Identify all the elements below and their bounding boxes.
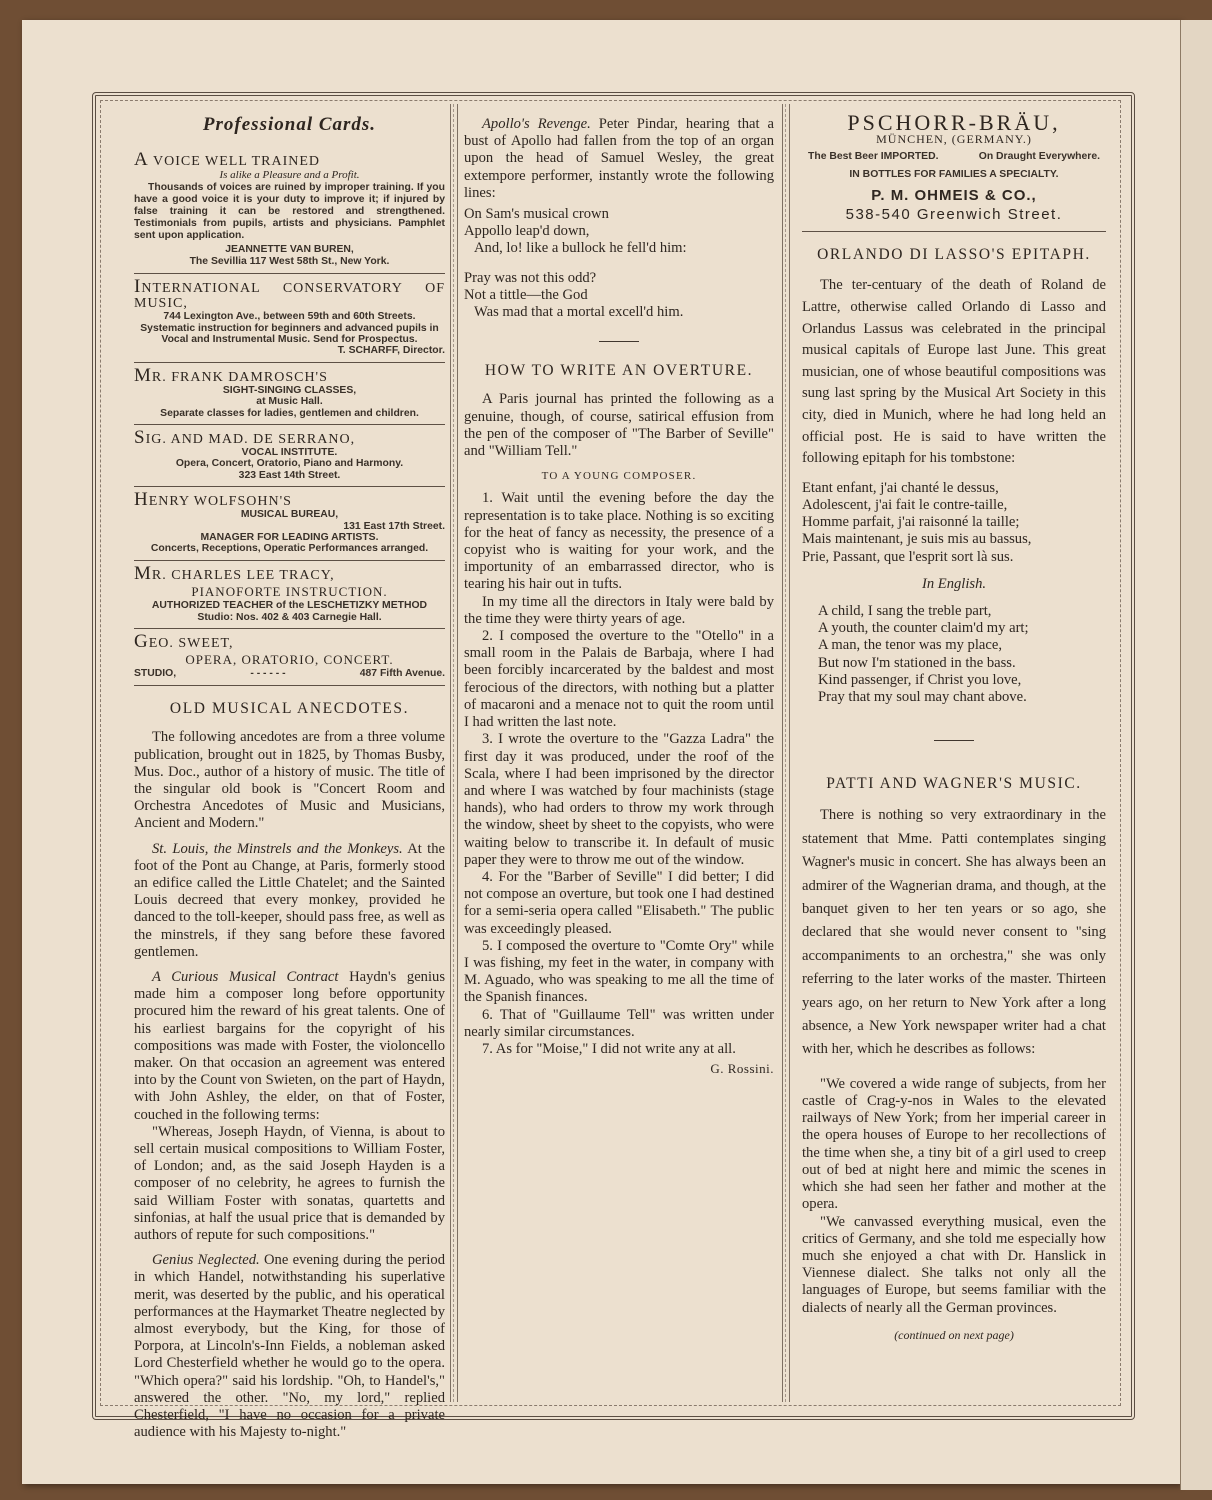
overture-subhead: TO A YOUNG COMPOSER. xyxy=(541,470,697,483)
patti-quote: "We canvassed everything musical, even the critics of Germany, and she told me especially how much she enjoyed a chat with Dr. Hanslick in Viennese dialect. She talks not only all the languages of Europe, but seems familiar with the dialects of nearly all the German provinces. xyxy=(802,1213,1106,1316)
advert-title: PSCHORR-BRÄU, xyxy=(847,110,1061,135)
card-studio-line: STUDIO, - - - - - - 487 Fifth Avenue. xyxy=(134,668,445,680)
overture-item: 2. I composed the overture to the "Otello" in a small room in the Palais de Barbaja, where I had been forcibly incarcerated by the baldest and most ferocious of the directors, with nothing but a platter of macaroni and a menace not to quit the room until I had written the last note. xyxy=(464,628,774,731)
lasso-english-verse: A child, I sang the treble part, A youth, the counter claim'd my art; A man, the tenor was my place, But now I'm stationed in the bass. Kind passenger, if Christ you love, Pray that my soul may chant above. xyxy=(818,602,1029,705)
overture-signature: G. Rossini. xyxy=(710,1061,774,1077)
page-edge xyxy=(1180,20,1212,1490)
column-right xyxy=(802,108,1106,1400)
card-wolfsohn: HENRY WOLFSOHN'S MUSICAL BUREAU, 131 East 17th Street. MANAGER FOR LEADING ARTISTS. Concerts, Receptions, Operatic Performances arranged. xyxy=(134,487,445,561)
section-divider xyxy=(934,740,974,741)
anecdote-apollo: Apollo's Revenge. Peter Pindar, hearing that a bust of Apollo had fallen from the top of an organ upon the head of Samuel Wesley, the great extempore performer, instantly wrote the following lines: xyxy=(464,116,775,201)
anecdote-contract-quote: "Whereas, Joseph Haydn, of Vienna, is about to sell certain musical compositions to William Foster, of London; and, as the said Joseph Hayden is a composer of no celebrity, he agrees to furnish the said William Foster with sonatas, quartetts and sinfonias, at half the usual price that is demanded by authors of repute for such compositions." xyxy=(134,1123,445,1243)
lasso-english-head: In English. xyxy=(921,575,987,592)
anecdotes-title: OLD MUSICAL ANECDOTES. xyxy=(169,700,410,718)
anecdote-contract: A Curious Musical Contract Haydn's genius made him a composer long before opportunity procured him the reward of his great talents. One of his earliest bargains for the copyright of his compositions was made with Foster, the violoncello maker. On that occasion an agreement was entered into by the Count von Swieten, on the part of Haydn, with John Ashley, the elder, on that of Foster, couched in the following terms: xyxy=(134,968,445,1123)
card-conservatory: INTERNATIONAL CONSERVATORY OF MUSIC, 744 Lexington Ave., between 59th and 60th Streets. Systematic instruction for beginners and advanced pupils in Vocal and Instrumental Music. Send for Prospectus. T. SCHARFF, Director. xyxy=(134,274,445,363)
anecdotes-intro: The following ancedotes are from a three volume publication, brought out in 1825, by Thomas Busby, Mus. Doc., author of a history of music. The title of the singular old book is "Concert Room and Orchestra Ancedotes of Music and Musicians, Ancient and Modern." xyxy=(134,729,445,832)
lasso-body: The ter-centuary of the death of Roland de Lattre, otherwise called Orlando di Lasso and Orlandus Lassus was celebrated in the principal musical capitals of Europe last June. This great musician, one of whose beautiful compositions was sung last spring by the Musical Art Society in this city, died in Munich, where he had long held an official post. He is said to have written the following epitaph for his tombstone: xyxy=(802,277,1106,467)
card-address: The Sevillia 117 West 58th St., New York. xyxy=(189,256,390,268)
overture-item: 5. I composed the overture to "Comte Ory" while I was fishing, my feet in the water, in company with M. Aguado, who was speaking to me all the time of the Spanish finances. xyxy=(464,937,774,1006)
advert-pschorr: PSCHORR-BRÄU, MÜNCHEN, (GERMANY.) The Best Beer IMPORTED. On Draught Everywhere. IN BOTTLES FOR FAMILIES A SPECIALTY. P. M. OHMEIS & CO., 538-540 Greenwich Street. xyxy=(802,114,1106,232)
patti-title: PATTI AND WAGNER'S MUSIC. xyxy=(826,775,1082,793)
lasso-french-verse: Etant enfant, j'ai chanté le dessus, Adolescent, j'ai fait le contre-taille, Homme parfait, j'ai raisonné la taille; Mais maintenant, je suis mis au bassus, Prie, Passant, que l'esprit sort là sus. xyxy=(802,479,1032,565)
continued-note: (continued on next page) xyxy=(894,1327,1014,1342)
overture-item: In my time all the directors in Italy were bald by the time they were thirty years of age. xyxy=(464,593,774,627)
card-tagline: Is alike a Pleasure and a Profit. xyxy=(219,169,360,182)
card-body: Thousands of voices are ruined by improper training. If you have a good voice it is your duty to improve it; if injured by false training it can be restored and strengthened. Testimonials from pupils, artists and physicians. Pamphlet sent upon application. xyxy=(134,182,445,242)
card-sweet: GEO. SWEET, OPERA, ORATORIO, CONCERT. STUDIO, - - - - - - 487 Fifth Avenue. xyxy=(134,629,445,686)
column-middle xyxy=(464,108,774,1400)
card-serrano: SIG. AND MAD. DE SERRANO, VOCAL INSTITUTE. Opera, Concert, Oratorio, Piano and Harmony. 323 East 14th Street. xyxy=(134,425,445,487)
column-rule-dashed xyxy=(785,104,788,1402)
patti-quote: "We covered a wide range of subjects, from her castle of Crag-y-nos in Wales to the elevated railways of New York; from her imperial career in the opera houses of Europe to her recollections of the time when she, a tiny bit of a girl used to creep out of bed at night here and mimic the scenes in which she had seen her father and mother at the opera. xyxy=(802,1075,1106,1213)
lasso-title: ORLANDO DI LASSO'S EPITAPH. xyxy=(817,246,1091,264)
anecdote-genius: Genius Neglected. One evening during the period in which Handel, notwithstanding his superlative merit, was deserted by the public, and his operatical performances at the Haymarket Theatre neglected by almost everybody, but the King, for those of Porpora, at Lincoln's-Inn Fields, a nobleman asked Lord Chesterfield whether he would go to the opera. "Which opera?" said his lordship. "Oh, to Handel's," answered the other. "No, my lord," replied Chesterfield, "I have no occasion for a private audience with his Majesty to-night." xyxy=(134,1252,445,1441)
overture-item: 6. That of "Guillaume Tell" was written under nearly similar circumstances. xyxy=(464,1006,774,1040)
overture-item: 4. For the "Barber of Seville" I did better; I did not compose an overture, but took one I had destined for a semi-seria opera called "Elisabeth." The public was exceedingly pleased. xyxy=(464,868,774,937)
anecdote-monkeys: St. Louis, the Minstrels and the Monkeys. At the foot of the Pont au Change, at Paris, formerly stood an edifice called the Little Chatelet; and the Sainted Louis decreed that every monkey, provided he danced to the toll-keeper, should pass free, as well as the minstrels, if they sang before these favored gentlemen. xyxy=(134,840,446,960)
overture-item: 3. I wrote the overture to the "Gazza Ladra" the first day it was produced, under the roof of the Scala, where I had been imprisoned by the director and where I was watched by four machinists (stage hands), who had orders to throw my work through the window, sheet by sheet to the copyists, who were waiting below to transcribe it. In default of music paper they were to throw me out of the window. xyxy=(464,731,774,868)
card-damrosch: MR. FRANK DAMROSCH'S SIGHT-SINGING CLASSES, at Music Hall. Separate classes for ladies, gentlemen and children. xyxy=(134,363,445,425)
card-name: JEANNETTE VAN BUREN, xyxy=(225,244,354,256)
overture-title: HOW TO WRITE AN OVERTURE. xyxy=(484,362,754,380)
apollo-verse: On Sam's musical crown Appollo leap'd down, And, lo! like a bullock he fell'd him: Pray was not this odd? Not a tittle—the God Was mad that a mortal excell'd him. xyxy=(464,206,687,321)
overture-intro: A Paris journal has printed the following as a genuine, though, of course, satirical effusion from the pen of the composer of "The Barber of Seville" and "William Tell." xyxy=(464,391,774,460)
advert-street: 538-540 Greenwich Street. xyxy=(802,206,1106,232)
column-rule-dashed xyxy=(453,104,456,1402)
column-left xyxy=(134,108,446,1441)
patti-body: There is nothing so very extraordinary in the statement that Mme. Patti contemplates singing Wagner's music in concert. She has always been an admirer of the Wagnerian drama, and though, at the banquet given to her ten years or so ago, she declared that she would never consent to "sing accompaniments to an orchestra," she was only referring to the later works of the master. Thirteen years ago, on her return to New York after a long absence, a New York newspaper writer had a chat with her, which he describes as follows: xyxy=(802,807,1106,1058)
section-divider xyxy=(599,341,639,342)
overture-item: 7. As for "Moise," I did not write any at all. xyxy=(482,1040,736,1057)
overture-item: 1. Wait until the evening before the day the representation is to take place. Nothing is so exciting for the heat of fancy as necessity, the presence of a copyist who is waiting for your work, and the importunity of an embarrassed director, who is tearing his hair out in tufts. xyxy=(464,490,774,593)
advert-city: MÜNCHEN, (GERMANY.) xyxy=(876,132,1032,147)
card-tracy: MR. CHARLES LEE TRACY, PIANOFORTE INSTRUCTION. AUTHORIZED TEACHER of the LESCHETIZKY METHOD Studio: Nos. 402 & 403 Carnegie Hall. xyxy=(134,561,445,629)
card-voice: A VOICE WELL TRAINED Is alike a Pleasure and a Profit. Thousands of voices are ruined by improper training. If you have a good voice it is your duty to improve it; if injured by false training it can be restored and strengthened. Testimonials from pupils, artists and physicians. Pamphlet sent upon application. JEANNETTE VAN BUREN, The Sevillia 117 West 58th St., New York. xyxy=(134,147,445,274)
advert-company: P. M. OHMEIS & CO., xyxy=(871,186,1037,204)
professional-cards-title: Professional Cards. xyxy=(202,114,377,135)
